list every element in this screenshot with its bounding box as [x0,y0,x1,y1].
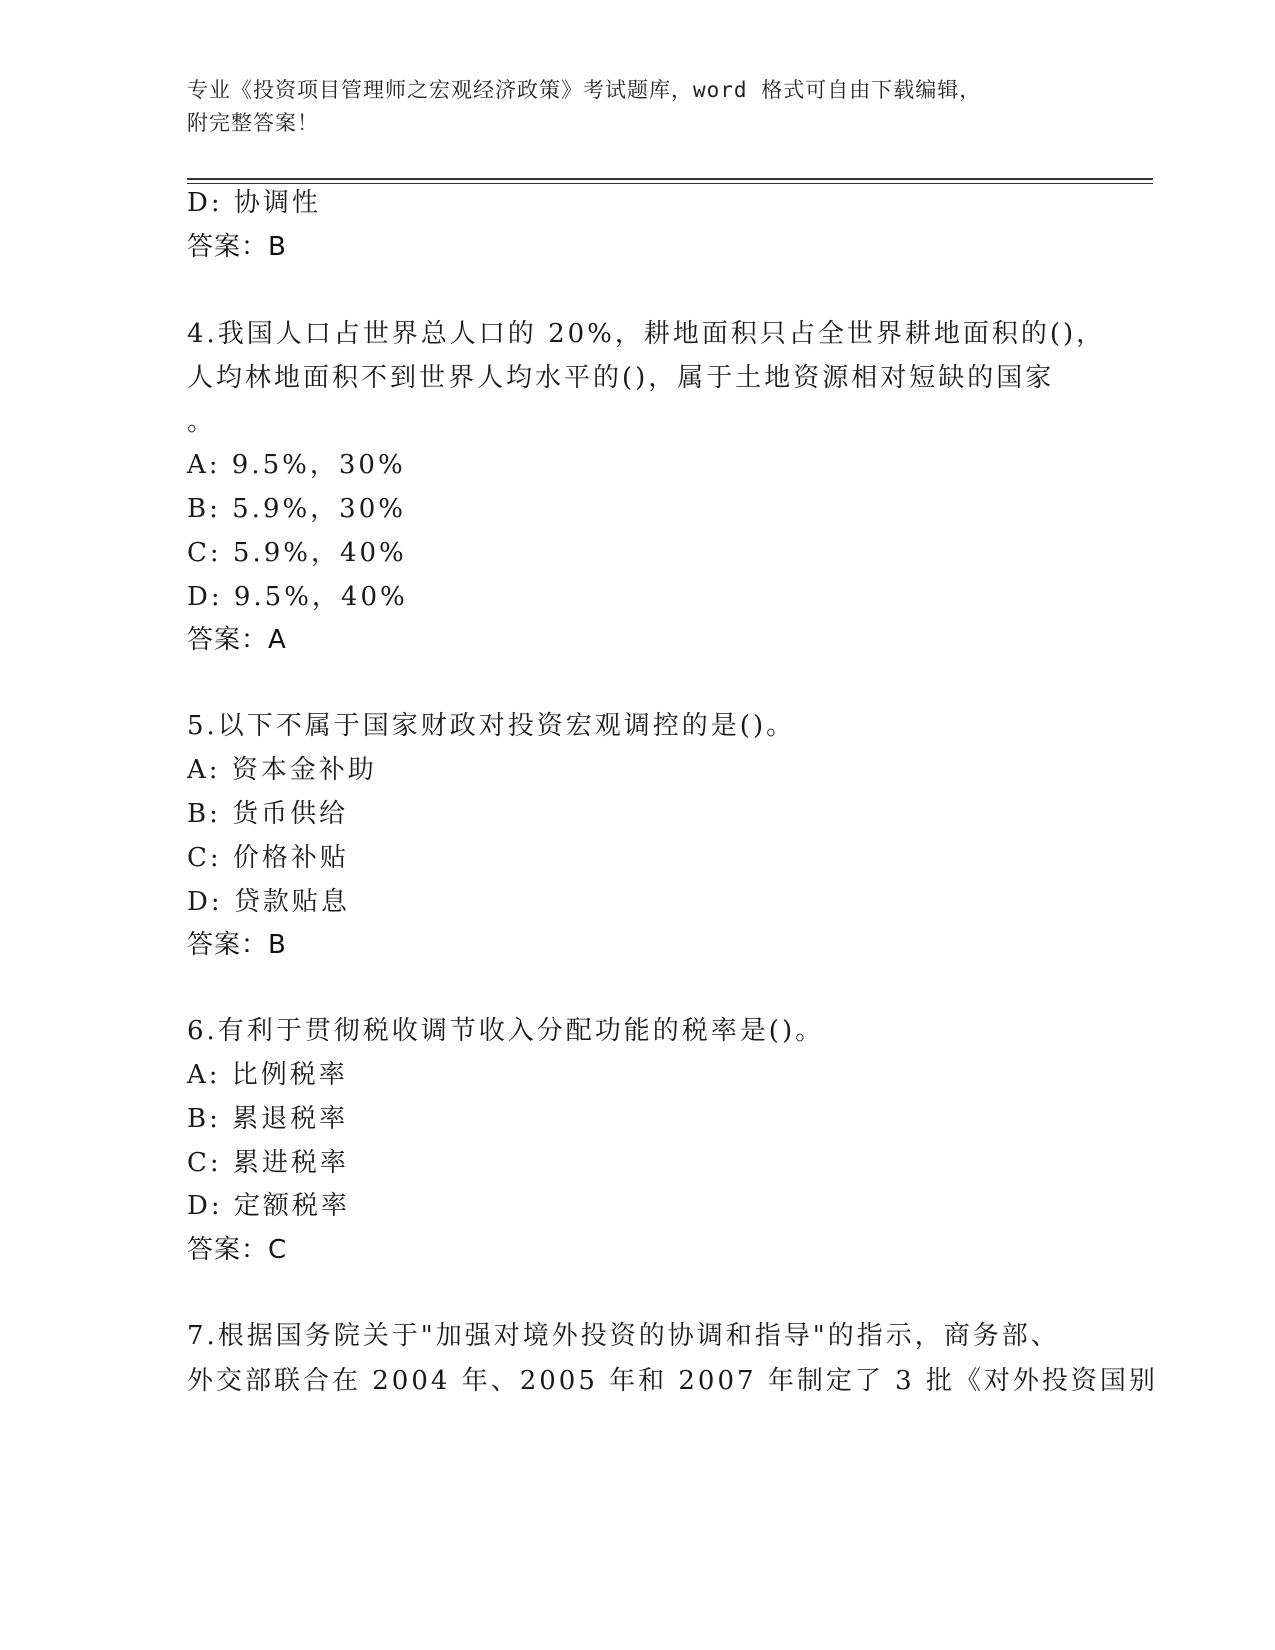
header-divider-thick [187,178,1153,180]
q4-stem-line-1: 4.我国人口占世界总人口的 20%，耕地面积只占全世界耕地面积的()， [187,319,1106,349]
q6-option-a: A: 比例税率 [187,1060,348,1090]
q5-option-a: A: 资本金补助 [187,755,377,785]
q4-stem-line-3: 。 [187,407,217,437]
q5-option-d: D: 贷款贴息 [187,887,350,917]
q5-answer: 答案：B [187,930,287,960]
q5-option-b: B: 货币供给 [187,799,349,829]
q4-option-d: D: 9.5%，40% [187,582,408,612]
q4-answer: 答案：A [187,625,287,655]
q7-stem-line-2: 外交部联合在 2004 年、2005 年和 2007 年制定了 3 批《对外投资国别 [187,1366,1158,1396]
header-line-2: 附完整答案！ [187,111,319,135]
q5-stem-line-1: 5.以下不属于国家财政对投资宏观调控的是()。 [187,711,796,741]
header-divider-thin [187,183,1153,184]
q3-answer: 答案：B [187,232,287,262]
q4-stem-line-2: 人均林地面积不到世界人均水平的()，属于土地资源相对短缺的国家 [187,363,1055,393]
q6-option-d: D: 定额税率 [187,1191,350,1221]
q7-stem-line-1: 7.根据国务院关于"加强对境外投资的协调和指导"的指示，商务部、 [187,1321,1060,1351]
q4-option-c: C: 5.9%，40% [187,538,407,568]
q6-option-b: B: 累退税率 [187,1104,349,1134]
q5-option-c: C: 价格补贴 [187,843,349,873]
q4-option-a: A: 9.5%，30% [187,450,406,480]
q6-option-c: C: 累进税率 [187,1148,349,1178]
header-line-1: 专业《投资项目管理师之宏观经济政策》考试题库，word 格式可自由下载编辑， [187,78,982,102]
q4-option-b: B: 5.9%，30% [187,494,406,524]
q6-stem-line-1: 6.有利于贯彻税收调节收入分配功能的税率是()。 [187,1016,825,1046]
q3-option-d: D: 协调性 [187,188,321,218]
page-header [187,74,1067,140]
q6-answer: 答案：C [187,1235,288,1265]
